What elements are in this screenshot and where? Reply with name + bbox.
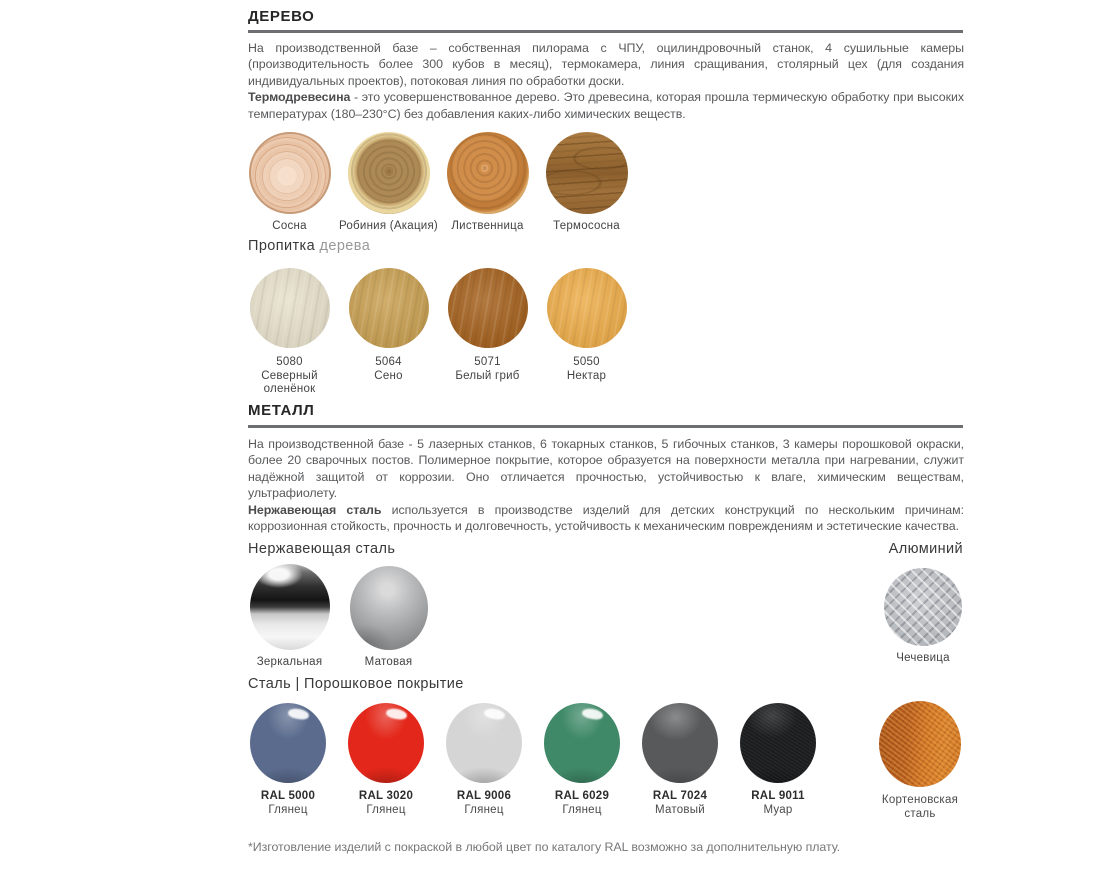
ral-3020-sphere-image	[348, 703, 424, 783]
wood-sample-label: Термососна	[553, 220, 620, 232]
powder-swatch-ral6029	[533, 703, 631, 817]
wood-sample-thermopine	[537, 132, 636, 234]
powder-swatch-ral5000	[239, 703, 337, 817]
metal-section-divider	[248, 425, 963, 428]
wood-sample-label: Сосна	[272, 220, 307, 232]
metal-description	[248, 436, 964, 534]
corten-steel-circle-image	[879, 701, 961, 787]
ral-code: RAL 5000	[260, 790, 316, 802]
wood-sample-robinia	[339, 132, 438, 234]
wood-samples-row	[240, 132, 636, 234]
impregnation-name: Сено	[374, 369, 403, 382]
powder-swatch-ral3020	[337, 703, 435, 817]
larch-cross-section-image	[447, 132, 529, 214]
impregnation-swatch-5050	[537, 268, 636, 397]
impregnation-code: 5050	[573, 356, 600, 368]
corten-label: Кортеновская сталь	[881, 794, 959, 820]
stainless-sample-label: Матовая	[364, 656, 413, 668]
stainless-sample-label: Зеркальная	[256, 656, 323, 668]
stainless-aluminum-headings	[248, 541, 963, 557]
impregnation-code: 5080	[276, 356, 303, 368]
ral-5000-sphere-image	[250, 703, 326, 783]
thermo-pine-grain-image	[546, 132, 628, 214]
stainless-heading: Нержавеющая сталь	[248, 541, 396, 557]
ral-code: RAL 6029	[554, 790, 610, 802]
ral-finish: Матовый	[655, 803, 705, 816]
wood-sample-pine	[240, 132, 339, 234]
impregnation-name: Нектар	[566, 369, 607, 382]
ral-code: RAL 3020	[358, 790, 414, 802]
wood-section-title: ДЕРЕВО	[248, 8, 315, 25]
metal-paragraph-stainless: Нержавеющая сталь используется в производстве изделий для детских конструкций по нескольким причинам: коррозионная стойкость, прочность и долговечность, устойчивость к механическим повреждениям и эстетические качества.	[248, 502, 964, 534]
ral-9011-sphere-image	[740, 703, 816, 783]
robinia-cross-section-image	[348, 132, 430, 214]
powder-swatch-ral9006	[435, 703, 533, 817]
ral-finish: Глянец	[562, 803, 602, 816]
powder-swatches-row	[239, 703, 827, 817]
checker-plate-circle-image	[884, 568, 962, 646]
aluminum-sample-lentil	[873, 568, 973, 666]
impregnation-swatch-5071	[438, 268, 537, 397]
wood-section-divider	[248, 30, 963, 33]
impregnation-heading	[248, 238, 370, 254]
impregnation-swatch-5064	[339, 268, 438, 397]
metal-section-title: МЕТАЛЛ	[248, 402, 315, 419]
impregnation-heading-sub: дерева	[315, 238, 371, 254]
impregnation-5064-swatch-image	[349, 268, 429, 348]
wood-paragraph-thermowood: Термодревесина - это усовершенствованное дерево. Это древесина, которая прошла термическую обработку при высоких температурах (180–230°C) без добавления каких-либо химических веществ.	[248, 90, 964, 121]
aluminum-heading: Алюминий	[888, 541, 963, 557]
impregnation-code: 5071	[474, 356, 501, 368]
wood-sample-label: Лиственница	[451, 220, 524, 232]
impregnation-code: 5064	[375, 356, 402, 368]
metal-paragraph-production: На производственной базе - 5 лазерных станков, 6 токарных станков, 5 гибочных станков, 3 камеры порошковой окраски, более 20 сварочных постов. Полимерное покрытие, которое образуется на поверхности металла при нагревании, служит надёжной защитой от коррозии. Оно отличается прочностью, устойчивостью к влаге, химическим веществам, ультрафиолету.	[248, 437, 964, 501]
matte-steel-sphere-image	[350, 566, 428, 650]
wood-sample-larch	[438, 132, 537, 234]
impregnation-swatch-5080	[240, 268, 339, 397]
ral-7024-sphere-image	[642, 703, 718, 783]
impregnation-name: Северный оленёнок	[261, 369, 318, 395]
ral-finish: Глянец	[464, 803, 504, 816]
stainless-sample-mirror	[240, 564, 339, 670]
powder-swatch-ral9011	[729, 703, 827, 817]
impregnation-5050-swatch-image	[547, 268, 627, 348]
ral-finish: Глянец	[366, 803, 406, 816]
powder-coating-heading: Сталь | Порошковое покрытие	[248, 676, 464, 692]
ral-finish: Муар	[763, 803, 793, 816]
ral-9006-sphere-image	[446, 703, 522, 783]
ral-code: RAL 9006	[456, 790, 512, 802]
ral-code: RAL 9011	[751, 790, 805, 802]
ral-6029-sphere-image	[544, 703, 620, 783]
powder-swatch-ral7024	[631, 703, 729, 817]
impregnation-5080-swatch-image	[250, 268, 330, 348]
pine-cross-section-image	[249, 132, 331, 214]
wood-sample-label: Робиния (Акация)	[339, 220, 439, 232]
aluminum-sample-label: Чечевица	[896, 652, 950, 664]
powder-swatch-corten	[870, 701, 970, 821]
impregnation-name: Белый гриб	[455, 369, 520, 382]
impregnation-heading-main: Пропитка	[248, 238, 316, 254]
ral-finish: Глянец	[268, 803, 308, 816]
impregnation-swatches-row	[240, 268, 636, 397]
wood-paragraph-production: На производственной базе – собственная пилорама с ЧПУ, оцилиндровочный станок, 4 сушильные камеры (производительность более 300 кубов в месяц), термокамера, линия сращивания, столярный цех (для создания индивидуальных проектов), потоковая линия по обработки доски.	[248, 41, 964, 88]
stainless-samples-row	[240, 564, 438, 670]
wood-description	[248, 40, 964, 122]
ral-pricing-note: *Изготовление изделий с покраской в любой цвет по каталогу RAL возможно за дополнительную плату.	[248, 840, 841, 854]
mirror-steel-sphere-image	[250, 564, 330, 650]
impregnation-5071-swatch-image	[448, 268, 528, 348]
stainless-sample-matte	[339, 564, 438, 670]
ral-code: RAL 7024	[652, 790, 708, 802]
